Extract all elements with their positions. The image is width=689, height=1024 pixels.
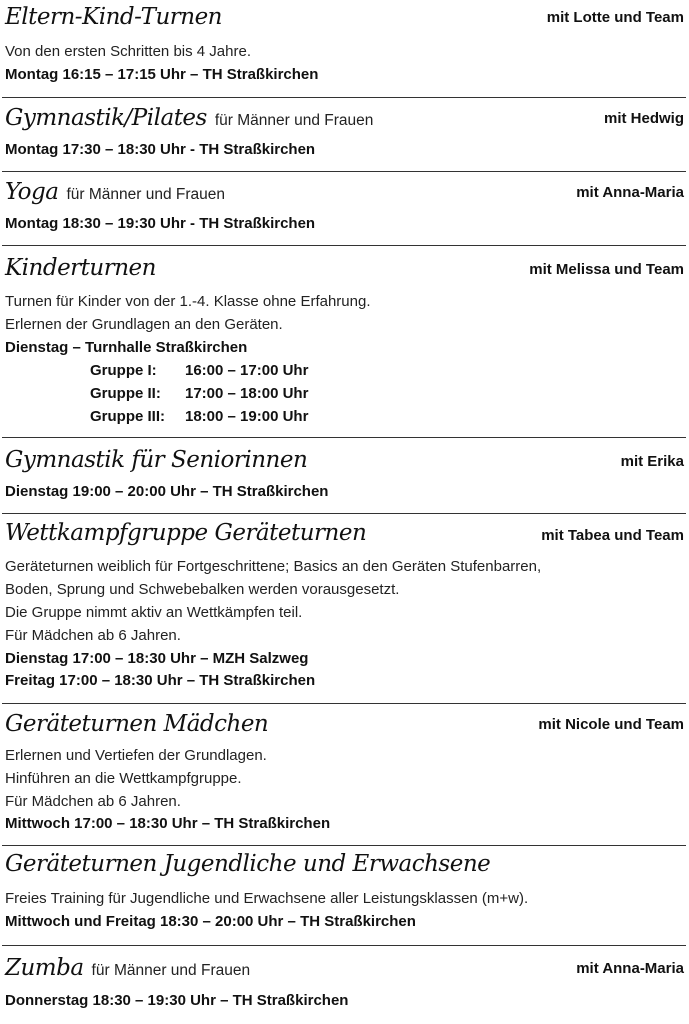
divider — [2, 97, 686, 98]
course-trainer: mit Tabea und Team — [541, 527, 684, 544]
course-trainer: mit Hedwig — [603, 110, 684, 127]
course-schedule: Montag 18:30 – 19:30 Uhr - TH Straßkirchen — [5, 215, 316, 232]
course-trainer: mit Erika — [620, 453, 684, 470]
divider — [2, 945, 686, 946]
course-schedule: Dienstag 19:00 – 20:00 Uhr – TH Straßkirchen — [5, 483, 329, 500]
course-description: Turnen für Kinder von der 1.-4. Klasse ohne Erfahrung. — [5, 293, 371, 310]
course-subtitle: für Männer und Frauen — [66, 186, 226, 203]
course-description: Für Mädchen ab 6 Jahren. — [5, 793, 181, 810]
group-name: Gruppe II: — [90, 385, 161, 402]
divider — [2, 513, 686, 514]
divider — [2, 245, 686, 246]
course-schedule: Mittwoch und Freitag 18:30 – 20:00 Uhr – TH Straßkirchen — [5, 913, 416, 930]
course-description: Freies Training für Jugendliche und Erwachsene aller Leistungsklassen (m+w). — [5, 890, 529, 907]
group-time: 16:00 – 17:00 Uhr — [185, 362, 309, 379]
course-schedule: Dienstag 17:00 – 18:30 Uhr – MZH Salzweg — [5, 650, 309, 667]
course-schedule: Freitag 17:00 – 18:30 Uhr – TH Straßkirchen — [5, 672, 316, 689]
course-schedule: Dienstag – Turnhalle Straßkirchen — [5, 339, 248, 356]
group-row — [90, 383, 308, 406]
course-title: Yoga für Männer und Frauen — [5, 179, 226, 205]
course-trainer: mit Melissa und Team — [529, 261, 684, 278]
divider — [2, 703, 686, 704]
course-title: Kinderturnen — [5, 255, 156, 281]
course-subtitle: für Männer und Frauen — [214, 112, 374, 129]
course-description: Von den ersten Schritten bis 4 Jahre. — [5, 43, 251, 60]
course-description: Erlernen und Vertiefen der Grundlagen. — [5, 747, 267, 764]
course-title: Geräteturnen Mädchen — [5, 711, 269, 737]
course-trainer: mit Nicole und Team — [538, 716, 684, 733]
course-description: Boden, Sprung und Schwebebalken werden vorausgesetzt. — [5, 581, 400, 598]
course-schedule: Mittwoch 17:00 – 18:30 Uhr – TH Straßkirchen — [5, 815, 331, 832]
course-title: Zumba für Männer und Frauen — [5, 955, 251, 981]
course-title: Gymnastik für Seniorinnen — [5, 447, 308, 473]
course-description: Für Mädchen ab 6 Jahren. — [5, 627, 181, 644]
group-row — [90, 406, 308, 429]
course-schedule: Montag 17:30 – 18:30 Uhr - TH Straßkirchen — [5, 141, 316, 158]
course-trainer: mit Lotte und Team — [546, 9, 684, 26]
group-time: 18:00 – 19:00 Uhr — [185, 408, 309, 425]
course-title: Eltern-Kind-Turnen — [5, 4, 222, 30]
divider — [2, 845, 686, 846]
course-title: Gymnastik/Pilates für Männer und Frauen — [5, 105, 374, 131]
course-description: Geräteturnen weiblich für Fortgeschrittene; Basics an den Geräten Stufenbarren, — [5, 558, 542, 575]
course-description: Erlernen der Grundlagen an den Geräten. — [5, 316, 283, 333]
course-trainer: mit Anna-Maria — [576, 184, 684, 201]
group-row — [90, 360, 308, 383]
course-subtitle: für Männer und Frauen — [91, 962, 251, 979]
course-trainer: mit Anna-Maria — [576, 960, 684, 977]
group-name: Gruppe I: — [90, 362, 157, 379]
course-title: Geräteturnen Jugendliche und Erwachsene — [5, 851, 491, 877]
course-title: Wettkampfgruppe Geräteturnen — [5, 520, 367, 546]
course-description: Hinführen an die Wettkampfgruppe. — [5, 770, 242, 787]
course-schedule: Montag 16:15 – 17:15 Uhr – TH Straßkirchen — [5, 66, 319, 83]
group-name: Gruppe III: — [90, 408, 165, 425]
course-schedule: Donnerstag 18:30 – 19:30 Uhr – TH Straßkirchen — [5, 992, 349, 1009]
divider — [2, 171, 686, 172]
course-description: Die Gruppe nimmt aktiv an Wettkämpfen teil. — [5, 604, 303, 621]
divider — [2, 437, 686, 438]
group-time: 17:00 – 18:00 Uhr — [185, 385, 309, 402]
